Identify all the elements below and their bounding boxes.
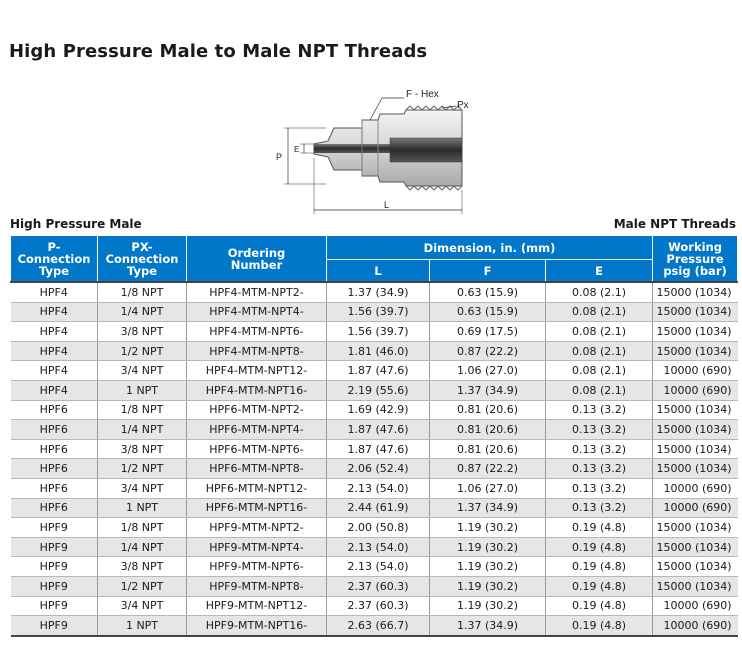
cell-px-connection: 3/4 NPT [98, 596, 187, 616]
cell-p-connection: HPF9 [11, 537, 98, 557]
cell-ordering-number: HPF9-MTM-NPT2- [187, 518, 327, 538]
cell-px-connection: 1/4 NPT [98, 537, 187, 557]
cell-p-connection: HPF6 [11, 498, 98, 518]
cell-f: 1.19 (30.2) [430, 537, 546, 557]
cell-p-connection: HPF9 [11, 616, 98, 636]
cell-l: 2.06 (52.4) [327, 459, 430, 479]
cell-f: 1.19 (30.2) [430, 596, 546, 616]
header-f: F [430, 260, 546, 283]
header-l: L [327, 260, 430, 283]
table-row [11, 518, 738, 538]
cell-ordering-number: HPF9-MTM-NPT6- [187, 557, 327, 577]
cell-l: 2.37 (60.3) [327, 576, 430, 596]
cell-l: 2.13 (54.0) [327, 557, 430, 577]
cell-l: 1.87 (47.6) [327, 420, 430, 440]
cell-e: 0.08 (2.1) [546, 361, 653, 381]
cell-working-pressure: 15000 (1034) [653, 282, 738, 302]
cell-working-pressure: 15000 (1034) [653, 576, 738, 596]
cell-f: 1.06 (27.0) [430, 478, 546, 498]
table-row [11, 341, 738, 361]
cell-p-connection: HPF9 [11, 557, 98, 577]
cell-working-pressure: 15000 (1034) [653, 420, 738, 440]
cell-p-connection: HPF4 [11, 361, 98, 381]
cell-e: 0.19 (4.8) [546, 557, 653, 577]
cell-e: 0.08 (2.1) [546, 341, 653, 361]
cell-p-connection: HPF4 [11, 282, 98, 302]
table-row [11, 420, 738, 440]
cell-l: 1.81 (46.0) [327, 341, 430, 361]
header-working-pressure: Working Pressure psig (bar) [653, 236, 738, 283]
cell-px-connection: 1/2 NPT [98, 576, 187, 596]
table-body [11, 282, 738, 636]
cell-working-pressure: 10000 (690) [653, 380, 738, 400]
cell-ordering-number: HPF4-MTM-NPT12- [187, 361, 327, 381]
cell-f: 1.37 (34.9) [430, 380, 546, 400]
cell-p-connection: HPF6 [11, 478, 98, 498]
px-label: Px [457, 100, 469, 111]
cell-px-connection: 1 NPT [98, 380, 187, 400]
cell-ordering-number: HPF6-MTM-NPT2- [187, 400, 327, 420]
cell-l: 2.19 (55.6) [327, 380, 430, 400]
cell-e: 0.19 (4.8) [546, 537, 653, 557]
cell-ordering-number: HPF4-MTM-NPT8- [187, 341, 327, 361]
e-label: E [294, 145, 300, 154]
cell-working-pressure: 15000 (1034) [653, 557, 738, 577]
spec-table [10, 235, 738, 637]
cell-ordering-number: HPF4-MTM-NPT16- [187, 380, 327, 400]
cell-l: 1.56 (39.7) [327, 322, 430, 342]
cell-f: 0.63 (15.9) [430, 302, 546, 322]
cell-ordering-number: HPF6-MTM-NPT16- [187, 498, 327, 518]
table-row [11, 400, 738, 420]
cell-working-pressure: 10000 (690) [653, 596, 738, 616]
cell-px-connection: 1/4 NPT [98, 420, 187, 440]
cell-e: 0.13 (3.2) [546, 439, 653, 459]
cell-l: 1.69 (42.9) [327, 400, 430, 420]
cell-ordering-number: HPF9-MTM-NPT12- [187, 596, 327, 616]
cell-l: 1.56 (39.7) [327, 302, 430, 322]
fitting-diagram [270, 84, 480, 218]
cell-px-connection: 3/8 NPT [98, 322, 187, 342]
cell-ordering-number: HPF9-MTM-NPT4- [187, 537, 327, 557]
cell-p-connection: HPF6 [11, 420, 98, 440]
cell-px-connection: 1/2 NPT [98, 341, 187, 361]
table-row [11, 302, 738, 322]
cell-working-pressure: 15000 (1034) [653, 341, 738, 361]
cell-p-connection: HPF6 [11, 439, 98, 459]
cell-working-pressure: 10000 (690) [653, 361, 738, 381]
cell-l: 1.87 (47.6) [327, 439, 430, 459]
cell-working-pressure: 15000 (1034) [653, 400, 738, 420]
cell-e: 0.19 (4.8) [546, 518, 653, 538]
cell-px-connection: 1 NPT [98, 498, 187, 518]
cell-f: 0.69 (17.5) [430, 322, 546, 342]
table-row [11, 282, 738, 302]
cell-px-connection: 1/8 NPT [98, 518, 187, 538]
cell-working-pressure: 15000 (1034) [653, 322, 738, 342]
cell-px-connection: 1/8 NPT [98, 282, 187, 302]
header-ordering-number: Ordering Number [187, 236, 327, 283]
large-bore-shape [390, 138, 462, 162]
cell-px-connection: 3/4 NPT [98, 361, 187, 381]
cell-ordering-number: HPF4-MTM-NPT6- [187, 322, 327, 342]
cell-px-connection: 1/8 NPT [98, 400, 187, 420]
cell-f: 1.37 (34.9) [430, 616, 546, 636]
header-dimension: Dimension, in. (mm) [327, 236, 653, 260]
table-row [11, 459, 738, 479]
cell-f: 1.37 (34.9) [430, 498, 546, 518]
cell-ordering-number: HPF6-MTM-NPT4- [187, 420, 327, 440]
cell-px-connection: 3/8 NPT [98, 439, 187, 459]
cell-l: 2.37 (60.3) [327, 596, 430, 616]
cell-e: 0.19 (4.8) [546, 596, 653, 616]
cell-working-pressure: 10000 (690) [653, 616, 738, 636]
p-label: P [276, 152, 283, 162]
cell-f: 1.06 (27.0) [430, 361, 546, 381]
cell-e: 0.13 (3.2) [546, 478, 653, 498]
table-row [11, 537, 738, 557]
cell-px-connection: 3/4 NPT [98, 478, 187, 498]
cell-e: 0.19 (4.8) [546, 616, 653, 636]
cell-working-pressure: 15000 (1034) [653, 518, 738, 538]
cell-l: 2.63 (66.7) [327, 616, 430, 636]
cell-p-connection: HPF9 [11, 576, 98, 596]
cell-ordering-number: HPF6-MTM-NPT6- [187, 439, 327, 459]
table-row [11, 478, 738, 498]
cell-working-pressure: 15000 (1034) [653, 439, 738, 459]
cell-p-connection: HPF4 [11, 322, 98, 342]
cell-p-connection: HPF6 [11, 459, 98, 479]
small-bore-shape [314, 144, 390, 153]
header-px-connection: PX- Connection Type [98, 236, 187, 283]
cell-px-connection: 1 NPT [98, 616, 187, 636]
table-row [11, 498, 738, 518]
cell-px-connection: 3/8 NPT [98, 557, 187, 577]
cell-working-pressure: 15000 (1034) [653, 537, 738, 557]
table-row [11, 322, 738, 342]
cell-e: 0.08 (2.1) [546, 322, 653, 342]
cell-l: 2.00 (50.8) [327, 518, 430, 538]
cell-ordering-number: HPF9-MTM-NPT8- [187, 576, 327, 596]
cell-p-connection: HPF4 [11, 302, 98, 322]
cell-ordering-number: HPF4-MTM-NPT4- [187, 302, 327, 322]
cell-f: 1.19 (30.2) [430, 557, 546, 577]
cell-working-pressure: 15000 (1034) [653, 302, 738, 322]
cell-l: 2.44 (61.9) [327, 498, 430, 518]
cell-l: 1.87 (47.6) [327, 361, 430, 381]
cell-e: 0.08 (2.1) [546, 302, 653, 322]
left-caption: High Pressure Male [10, 217, 142, 231]
l-label: L [384, 200, 390, 210]
cell-f: 0.63 (15.9) [430, 282, 546, 302]
cell-l: 2.13 (54.0) [327, 537, 430, 557]
cell-e: 0.13 (3.2) [546, 459, 653, 479]
cell-f: 1.19 (30.2) [430, 518, 546, 538]
cell-e: 0.08 (2.1) [546, 282, 653, 302]
header-e: E [546, 260, 653, 283]
cell-p-connection: HPF4 [11, 380, 98, 400]
cell-l: 2.13 (54.0) [327, 478, 430, 498]
table-row [11, 557, 738, 577]
header-p-connection: P- Connection Type [11, 236, 98, 283]
cell-ordering-number: HPF9-MTM-NPT16- [187, 616, 327, 636]
cell-e: 0.08 (2.1) [546, 380, 653, 400]
cell-f: 0.81 (20.6) [430, 400, 546, 420]
cell-e: 0.13 (3.2) [546, 498, 653, 518]
table-row [11, 576, 738, 596]
cell-px-connection: 1/2 NPT [98, 459, 187, 479]
cell-working-pressure: 10000 (690) [653, 478, 738, 498]
cell-p-connection: HPF6 [11, 400, 98, 420]
table-row [11, 596, 738, 616]
page-title: High Pressure Male to Male NPT Threads [9, 41, 428, 62]
cell-f: 1.19 (30.2) [430, 576, 546, 596]
cell-p-connection: HPF9 [11, 596, 98, 616]
table-row [11, 439, 738, 459]
hex-label: F - Hex [406, 89, 439, 100]
cell-ordering-number: HPF6-MTM-NPT12- [187, 478, 327, 498]
table-row [11, 361, 738, 381]
cell-p-connection: HPF4 [11, 341, 98, 361]
cell-f: 0.81 (20.6) [430, 439, 546, 459]
cell-e: 0.19 (4.8) [546, 576, 653, 596]
table-row [11, 616, 738, 636]
cell-f: 0.87 (22.2) [430, 341, 546, 361]
cell-e: 0.13 (3.2) [546, 420, 653, 440]
right-caption: Male NPT Threads [613, 217, 736, 231]
cell-p-connection: HPF9 [11, 518, 98, 538]
cell-f: 0.87 (22.2) [430, 459, 546, 479]
cell-px-connection: 1/4 NPT [98, 302, 187, 322]
cell-e: 0.13 (3.2) [546, 400, 653, 420]
cell-ordering-number: HPF6-MTM-NPT8- [187, 459, 327, 479]
cell-ordering-number: HPF4-MTM-NPT2- [187, 282, 327, 302]
table-row [11, 380, 738, 400]
cell-l: 1.37 (34.9) [327, 282, 430, 302]
cell-working-pressure: 10000 (690) [653, 498, 738, 518]
cell-working-pressure: 15000 (1034) [653, 459, 738, 479]
cell-f: 0.81 (20.6) [430, 420, 546, 440]
